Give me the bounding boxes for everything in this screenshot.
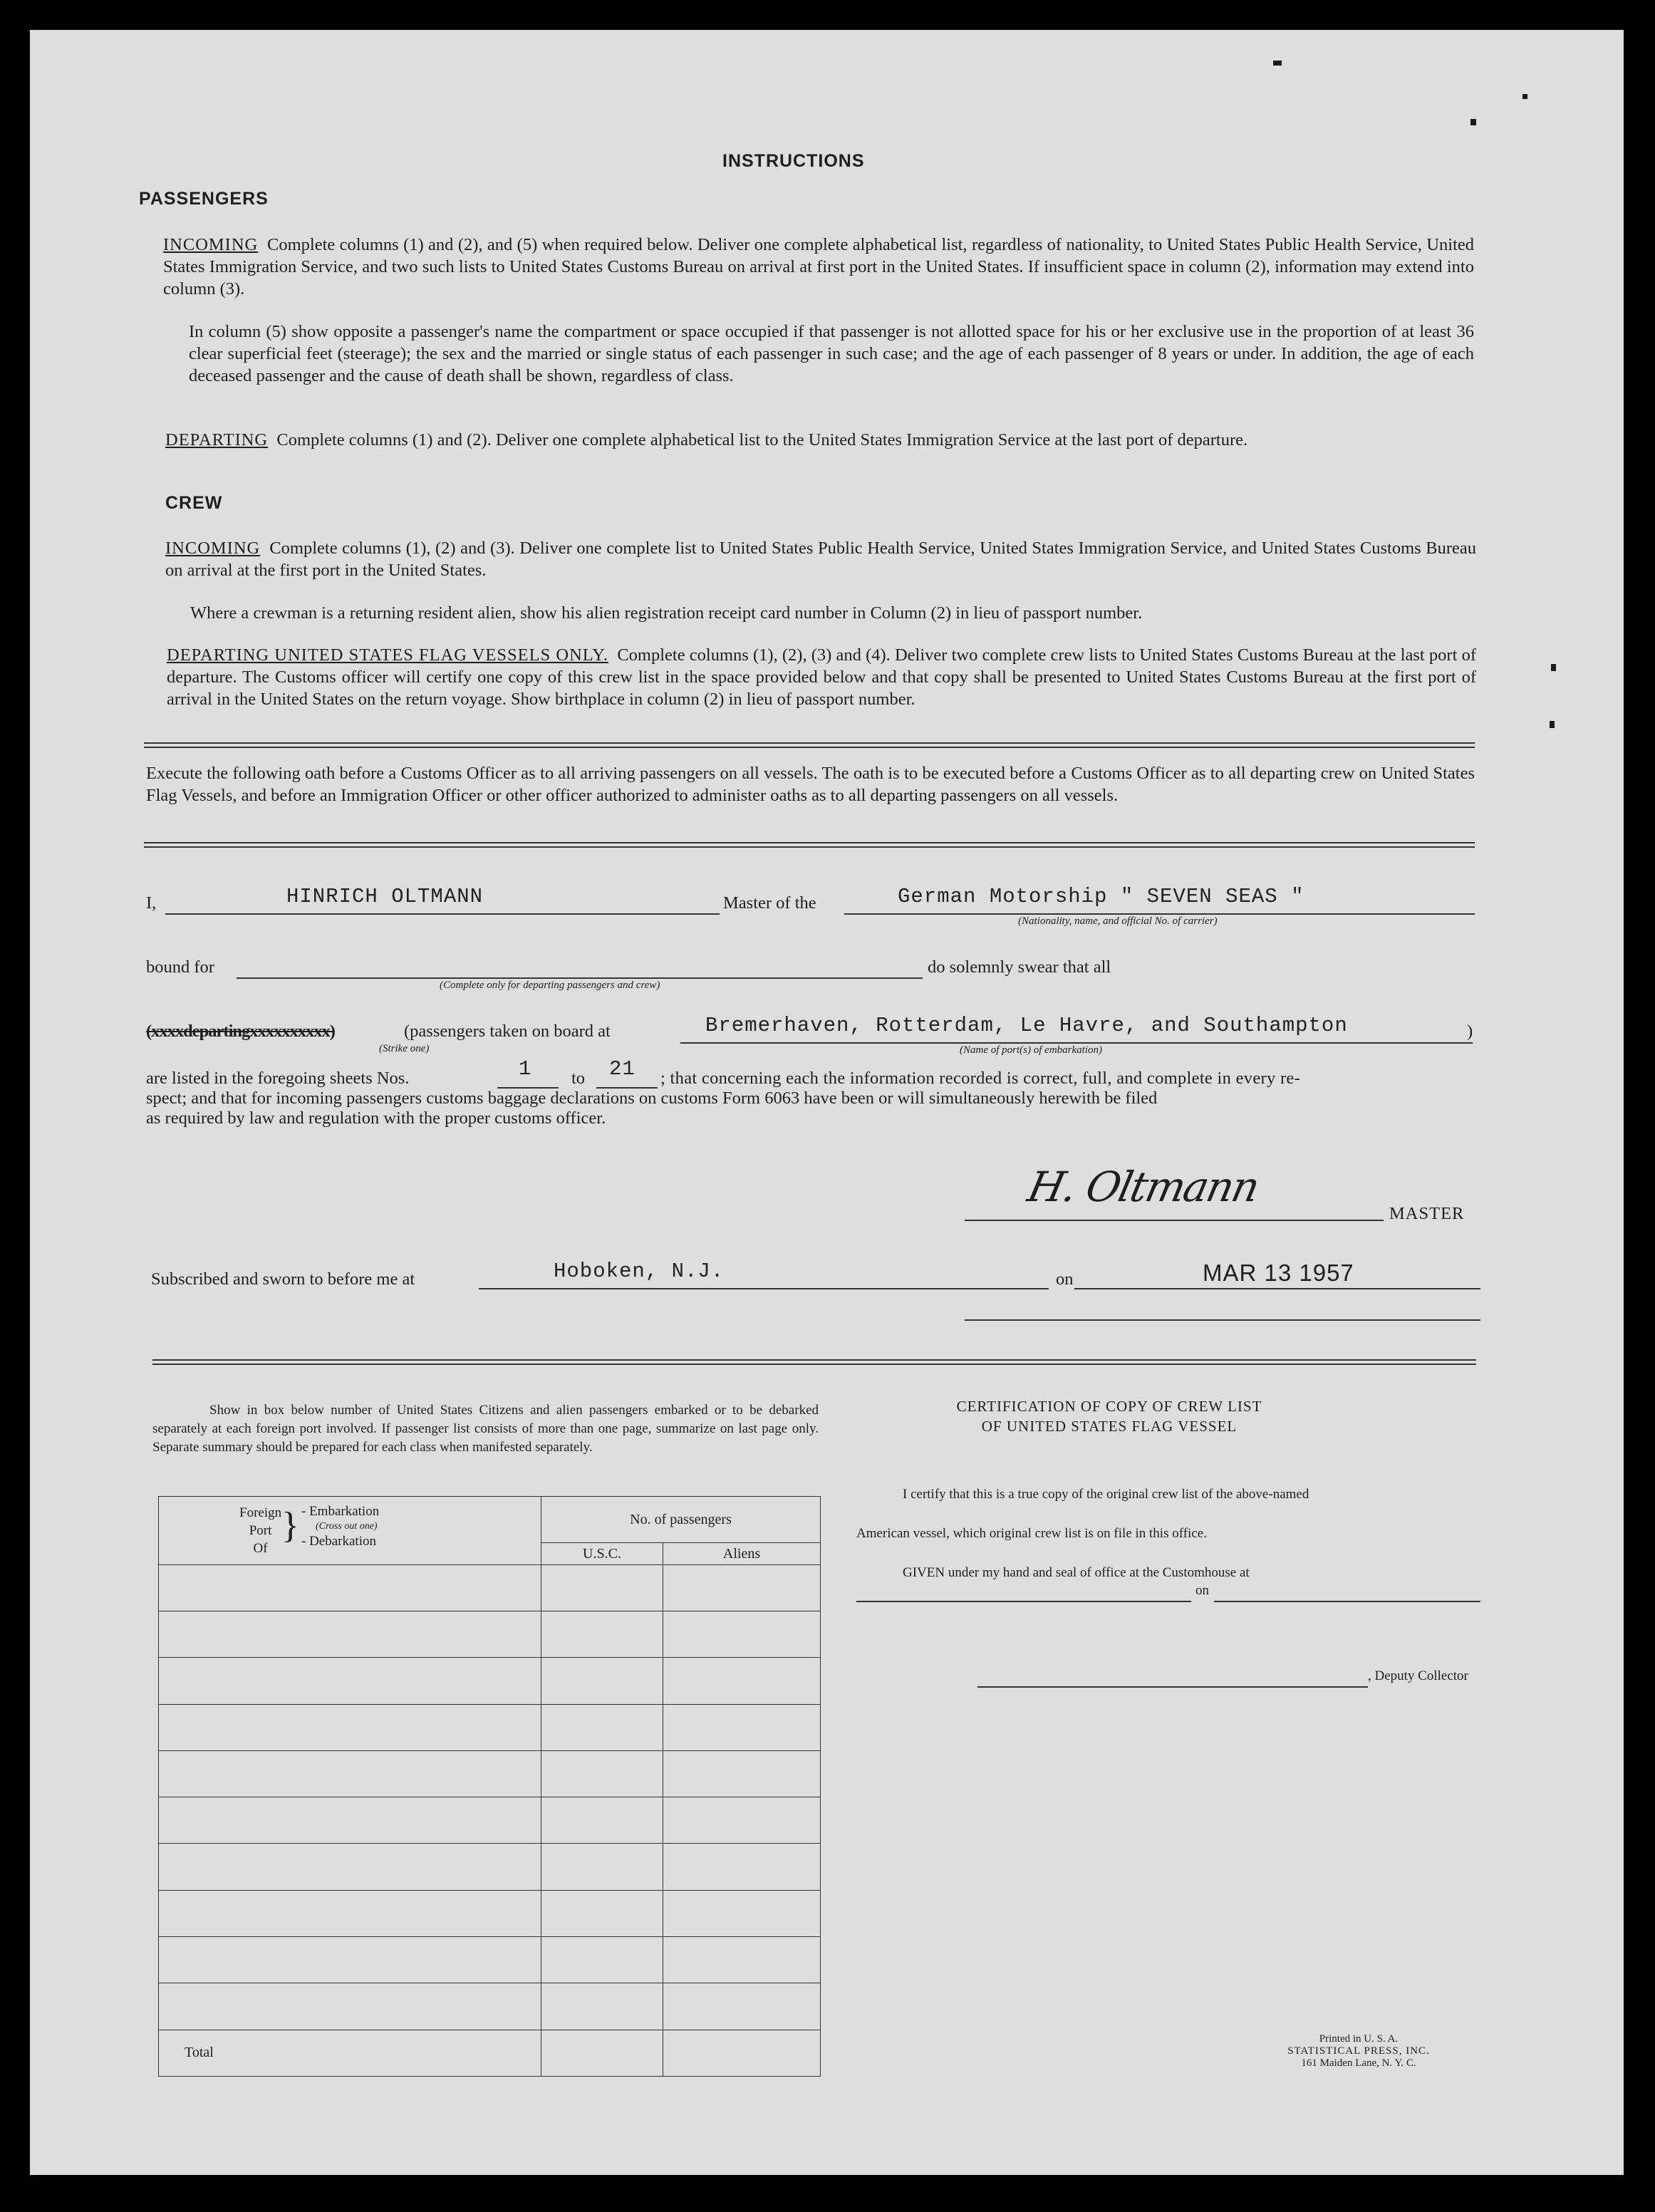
port-cell[interactable] <box>159 1611 541 1658</box>
port-cell[interactable] <box>159 1890 541 1936</box>
aliens-cell[interactable] <box>663 1844 821 1890</box>
table-row <box>159 1844 821 1890</box>
aliens-header: Aliens <box>663 1543 821 1564</box>
passengers-incoming-label: INCOMING <box>163 235 259 254</box>
scan-speck <box>1273 61 1282 66</box>
master-signature-line[interactable] <box>965 1163 1384 1221</box>
aliens-cell[interactable] <box>663 1704 821 1750</box>
strike-caption: (Strike one) <box>379 1043 430 1054</box>
foreign-port-of-label <box>239 1504 281 1557</box>
passengers-departing-text: Complete columns (1) and (2). Deliver one complete alphabetical list to the United States Immigration Service at the last port of departure. <box>276 430 1248 450</box>
listed-rest-line3: as required by law and regulation with the proper customs officer. <box>146 1108 606 1128</box>
port-cell[interactable] <box>159 1658 541 1704</box>
blank-signature-line[interactable] <box>965 1312 1480 1321</box>
passengers-incoming-paragraph <box>163 234 1474 300</box>
crew-incoming-text: Complete columns (1), (2) and (3). Deliver one complete list to United States Public Health Service, United States Immigration Service, and United States Customs Bureau on arrival at the first port in the United States. <box>165 539 1477 580</box>
carrier-caption: (Nationality, name, and official No. of carrier) <box>1018 915 1218 927</box>
sheet-to-field[interactable] <box>596 1057 658 1089</box>
bound-for-field[interactable] <box>237 949 923 979</box>
bound-for-label: bound for <box>146 957 214 977</box>
table-row <box>159 1890 821 1936</box>
port-label: Port <box>249 1523 272 1538</box>
table-row <box>159 1797 821 1844</box>
certification-title <box>928 1396 1291 1436</box>
of-label: Of <box>253 1541 268 1556</box>
port-cell[interactable] <box>159 1750 541 1797</box>
column5-paragraph: In column (5) show opposite a passenger's name the compartment or space occupied if that passenger is not allotted space for his or her exclusive use in the proportion of at least 36 clear superficial feet (steerage); the sex and the married or single status of each passenger in such case; and the age of each passenger of 8 years or under. In addition, the age of each deceased passenger and the cause of death shall be shown, regardless of class. <box>189 322 1474 385</box>
sworn-date: MAR 13 1957 <box>1203 1260 1354 1286</box>
sheet-from: 1 <box>519 1057 532 1081</box>
divider <box>144 842 1475 848</box>
i-label: I, <box>146 893 157 913</box>
certify-line1: I certify that this is a true copy of the original crew list of the above-named <box>903 1487 1309 1502</box>
carrier-field[interactable] <box>844 885 1475 915</box>
subscribed-label: Subscribed and sworn to before me at <box>151 1269 415 1289</box>
port-header-cell <box>159 1497 541 1565</box>
table-row <box>159 1937 821 1983</box>
scan-speck <box>1550 721 1555 728</box>
table-row <box>159 1658 821 1704</box>
usc-cell[interactable] <box>541 1890 663 1936</box>
port-cell[interactable] <box>159 1937 541 1983</box>
foreign-label: Foreign <box>239 1505 282 1520</box>
debarkation-label[interactable]: - Debarkation <box>301 1534 376 1549</box>
cross-out-label: (Cross out one) <box>316 1521 378 1532</box>
aliens-cell[interactable] <box>663 1564 821 1611</box>
sworn-place: Hoboken, N.J. <box>554 1260 725 1283</box>
to-label: to <box>571 1069 586 1088</box>
aliens-cell[interactable] <box>663 1611 821 1658</box>
crew-incoming-label: INCOMING <box>165 539 261 558</box>
carrier-name: German Motorship " SEVEN SEAS " <box>898 885 1304 908</box>
listed-label: are listed in the foregoing sheets Nos. <box>146 1069 410 1088</box>
usc-header: U.S.C. <box>541 1543 663 1564</box>
table-row <box>159 1983 821 2030</box>
printer-line2: STATISTICAL PRESS, INC. <box>1287 2045 1430 2057</box>
port-cell[interactable] <box>159 1704 541 1750</box>
usc-cell[interactable] <box>541 1704 663 1750</box>
aliens-cell[interactable] <box>663 1797 821 1844</box>
master-name: HINRICH OLTMANN <box>286 885 484 908</box>
taken-on-board-label: (passengers taken on board at <box>404 1022 611 1041</box>
master-of-label: Master of the <box>723 893 816 913</box>
certify-line2: American vessel, which original crew list is on file in this office. <box>856 1526 1207 1541</box>
passengers-heading: PASSENGERS <box>139 189 269 209</box>
crew-departing-paragraph <box>167 644 1476 710</box>
passengers-departing-paragraph <box>165 429 1474 451</box>
certification-date-field[interactable] <box>1214 1583 1480 1602</box>
usc-cell[interactable] <box>541 1611 663 1658</box>
port-cell[interactable] <box>159 1983 541 2030</box>
printer-line1: Printed in U. S. A. <box>1319 2033 1399 2045</box>
brace-icon: } <box>281 1505 299 1546</box>
crew-returning-paragraph: Where a crewman is a returning resident alien, show his alien registration receipt card number in Column (2) in lieu of passport number. <box>190 603 1143 623</box>
sheet-from-field[interactable] <box>497 1057 559 1089</box>
table-row <box>159 1704 821 1750</box>
embark-debark-labels <box>301 1504 379 1549</box>
port-cell[interactable] <box>159 1844 541 1890</box>
ports-field[interactable] <box>680 1014 1473 1044</box>
aliens-cell[interactable] <box>663 1890 821 1936</box>
document-page <box>30 30 1624 2175</box>
divider <box>144 742 1475 748</box>
instructions-title: INSTRUCTIONS <box>722 151 865 171</box>
deputy-collector-label: , Deputy Collector <box>1368 1668 1468 1683</box>
printer-line3: 161 Maiden Lane, N. Y. C. <box>1301 2057 1416 2069</box>
sheet-to: 21 <box>609 1057 635 1081</box>
sworn-date-field[interactable] <box>1074 1260 1480 1289</box>
aliens-cell[interactable] <box>663 1658 821 1704</box>
usc-cell[interactable] <box>541 1564 663 1611</box>
total-usc-cell[interactable] <box>541 2030 663 2076</box>
customhouse-field[interactable] <box>856 1583 1191 1602</box>
table-row <box>159 1750 821 1797</box>
table-row <box>159 1611 821 1658</box>
port-cell[interactable] <box>159 1564 541 1611</box>
passengers-incoming-text: Complete columns (1) and (2), and (5) when required below. Deliver one complete alphabetical list, regardless of nationality, to United States Public Health Service, United States Immigration Service, and two such lists to United States Customs Bureau on arrival at first port in the United States. If insufficient space in column (2), information may extend into column (3). <box>163 235 1475 298</box>
usc-cell[interactable] <box>541 1937 663 1983</box>
aliens-cell[interactable] <box>663 1937 821 1983</box>
swear-label: do solemnly swear that all <box>928 957 1111 977</box>
listed-rest-line2: spect; and that for incoming passengers customs baggage declarations on customs Form 6063 have been or will simultaneously herewith be filed <box>146 1089 1158 1108</box>
master-name-field[interactable] <box>165 885 720 915</box>
usc-cell[interactable] <box>541 1658 663 1704</box>
scan-speck <box>1551 664 1556 671</box>
table-row <box>159 1564 821 1611</box>
usc-cell[interactable] <box>541 1844 663 1890</box>
crew-departing-label: DEPARTING UNITED STATES FLAG VESSELS ONLY. <box>167 645 608 665</box>
aliens-cell[interactable] <box>663 1983 821 2030</box>
embarkation-ports: Bremerhaven, Rotterdam, Le Havre, and Southampton <box>705 1014 1348 1037</box>
sworn-place-field[interactable] <box>479 1260 1049 1289</box>
crew-incoming-paragraph <box>165 537 1476 581</box>
passenger-summary-table <box>158 1496 821 2077</box>
passengers-departing-label: DEPARTING <box>165 430 269 450</box>
on-label: on <box>1056 1269 1074 1289</box>
close-paren: ) <box>1467 1022 1473 1041</box>
total-label: Total <box>159 2030 541 2076</box>
master-signature: H. Oltmann <box>1023 1163 1263 1211</box>
usc-cell[interactable] <box>541 1797 663 1844</box>
certification-title-line2: OF UNITED STATES FLAG VESSEL <box>981 1418 1238 1435</box>
crew-heading: CREW <box>165 493 223 513</box>
crew-departing-text: Complete columns (1), (2), (3) and (4). Deliver two complete crew lists to United States Customs Bureau at the last port of departure. The Customs officer will certify one copy of this crew list in the space provided below and that copy shall be presented to United States Customs Bureau at the first port of arrival in the United States on the return voyage. Show birthplace in column (2) in lieu of passport number. <box>167 645 1476 709</box>
certification-on-label: on <box>1195 1583 1209 1598</box>
divider <box>152 1359 1476 1365</box>
port-cell[interactable] <box>159 1797 541 1844</box>
summary-instructions: Show in box below number of United States Citizens and alien passengers embarked or to be debarked separately at each foreign port involved. If passenger list consists of more than one page, summarize on last page only. Separate summary should be prepared for each class when manifested separately. <box>152 1403 819 1455</box>
scan-speck <box>1522 94 1527 99</box>
given-line: GIVEN under my hand and seal of office at the Customhouse at <box>903 1565 1250 1580</box>
master-label: MASTER <box>1389 1204 1465 1223</box>
listed-rest-line1: ; that concerning each the information recorded is correct, full, and complete in every re- <box>660 1069 1301 1088</box>
no-passengers-header: No. of passengers <box>541 1497 821 1543</box>
bound-for-caption: (Complete only for departing passengers and crew) <box>440 980 660 991</box>
oath-intro-paragraph: Execute the following oath before a Customs Officer as to all arriving passengers on all vessels. The oath is to be executed before a Customs Officer as to all departing crew on United States Flag Vessels, and before an Immigration Officer or other officer authorized to administer oaths as to all departing passengers on all vessels. <box>146 764 1475 805</box>
ports-caption: (Name of port(s) of embarkation) <box>960 1044 1102 1056</box>
usc-cell[interactable] <box>541 1983 663 2030</box>
struck-arriving-departing: (xxxxdepartingxxxxxxxxxx) <box>146 1022 335 1041</box>
usc-cell[interactable] <box>541 1750 663 1797</box>
total-aliens-cell[interactable] <box>663 2030 821 2076</box>
certification-title-line1: CERTIFICATION OF COPY OF CREW LIST <box>956 1398 1262 1415</box>
deputy-collector-signature-field[interactable] <box>977 1668 1368 1688</box>
embarkation-label[interactable]: - Embarkation <box>301 1504 380 1519</box>
scan-speck <box>1470 119 1476 125</box>
aliens-cell[interactable] <box>663 1750 821 1797</box>
printer-imprint <box>1273 2033 1444 2070</box>
